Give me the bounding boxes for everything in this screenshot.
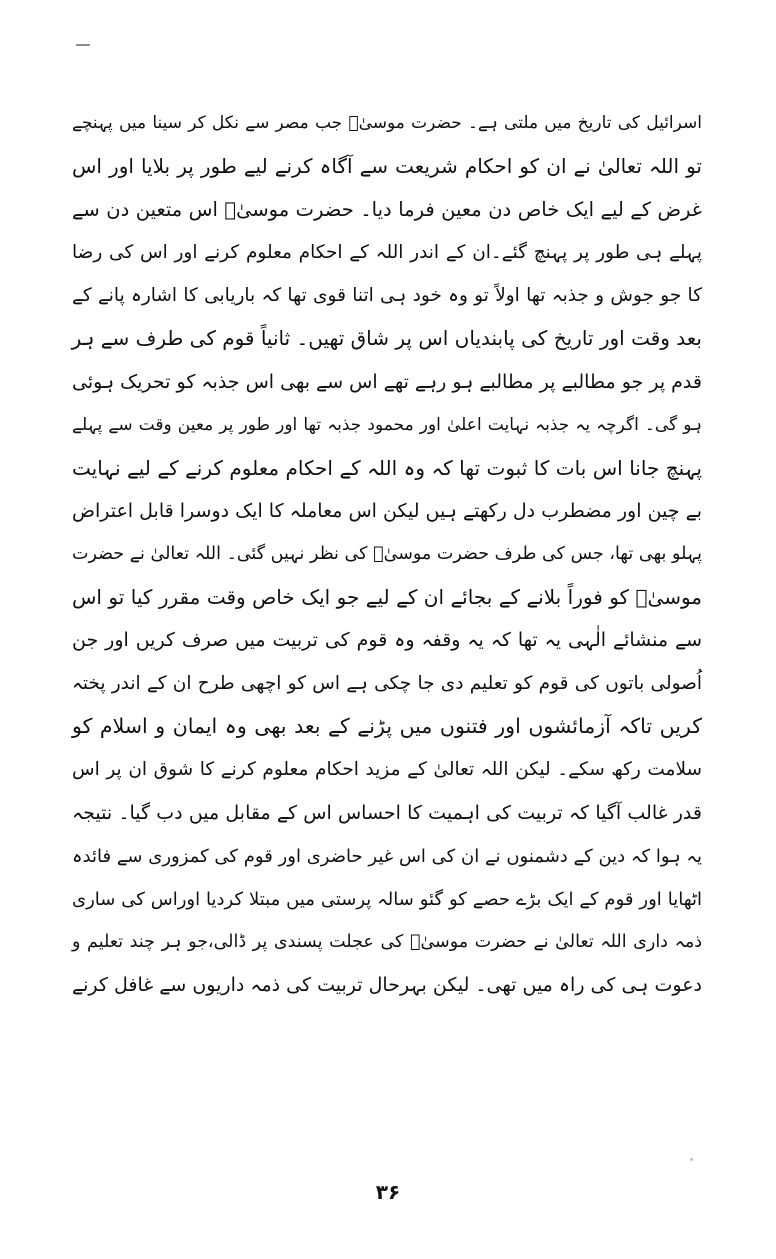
page-number: ۳۶ <box>375 1180 401 1204</box>
text-line: غرض کے لیے ایک خاص دن معین فرما دیا۔ حضرت موسیٰؑ اس متعین دن سے <box>72 198 702 222</box>
text-line: قدم پر جو مطالبے پر مطالبے ہو رہے تھے اس سے بھی اس جذبہ کو تحریک ہوئی <box>72 370 702 393</box>
text-line: یہ ہوا کہ دین کے دشمنوں نے ان کی اس غیر حاضری اور قوم کی کمزوری سے فائدہ <box>72 845 702 867</box>
text-line: سے منشائے الٰہی یہ تھا کہ یہ وقفہ وہ قوم کی تربیت میں صرف کریں اور جن <box>72 629 702 652</box>
text-line: اسرائیل کی تاریخ میں ملتی ہے۔ حضرت موسیٰؑ جب مصر سے نکل کر سینا میں پہنچے <box>72 113 702 133</box>
text-line: سلامت رکھ سکے۔ لیکن اللہ تعالیٰ کے مزید احکام معلوم کرنے کا شوق ان پر اس <box>72 759 702 781</box>
text-line: موسیٰؑ کو فوراً بلانے کے بجائے ان کے لیے جو ایک خاص وقت مقرر کیا تو اس <box>72 585 702 610</box>
text-line: پہلو بھی تھا، جس کی طرف حضرت موسیٰؑ کی نظر نہیں گئی۔ اللہ تعالیٰ نے حضرت <box>72 543 702 564</box>
text-line: تو اللہ تعالیٰ نے ان کو احکام شریعت سے آگاہ کرنے لیے طور پر بلایا اور اس <box>72 154 702 179</box>
text-line: پہلے ہی طور پر پہنچ گئے۔ان کے اندر اللہ کے احکام معلوم کرنے اور اس کی رضا <box>72 242 702 264</box>
scan-mark <box>76 44 90 46</box>
urdu-text-block <box>72 102 702 1007</box>
text-line: کریں تاکہ آزمائشوں اور فتنوں میں پڑنے کے بعد بھی وہ ایمان و اسلام کو <box>72 714 702 739</box>
text-line: بے چین اور مضطرب دل رکھتے ہیں لیکن اس معاملہ کا ایک دوسرا قابل اعتراض <box>72 499 702 522</box>
text-line: دعوت ہی کی راہ میں تھی۔ لیکن بہرحال تربیت کی ذمہ داریوں سے غافل کرنے <box>72 973 702 996</box>
text-line: بعد وقت اور تاریخ کی پابندیاں اس پر شاق تھیں۔ ثانیاً قوم کی طرف سے ہر <box>71 326 702 351</box>
text-line: اٹھایا اور قوم کے ایک بڑے حصے کو گئو سالہ پرستی میں مبتلا کردیا اوراس کی ساری <box>72 888 702 910</box>
text-line: پہنچ جانا اس بات کا ثبوت تھا کہ وہ اللہ کے احکام معلوم کرنے کے لیے نہایت <box>72 455 702 480</box>
text-line: کا جو جوش و جذبہ تھا اولاً تو وہ خود ہی اتنا قوی تھا کہ باریابی کا اشارہ پانے کے <box>72 285 702 307</box>
text-line: ذمہ داری اللہ تعالیٰ نے حضرت موسیٰؑ کی عجلت پسندی پر ڈالی،جو ہر چند تعلیم و <box>72 931 702 952</box>
text-line: ہو گی۔ اگرچہ یہ جذبہ نہایت اعلیٰ اور محمود جذبہ تھا اور طور پر معین وقت سے پہلے <box>72 414 702 435</box>
text-line: اُصولی باتوں کی قوم کو تعلیم دی جا چکی ہے اس کو اچھی طرح ان کے اندر پختہ <box>72 673 702 695</box>
scan-speck <box>690 1158 693 1161</box>
text-line: قدر غالب آگیا کہ تربیت کی اہمیت کا احساس اس کے مقابل میں دب گیا۔ نتیجہ <box>72 801 702 824</box>
